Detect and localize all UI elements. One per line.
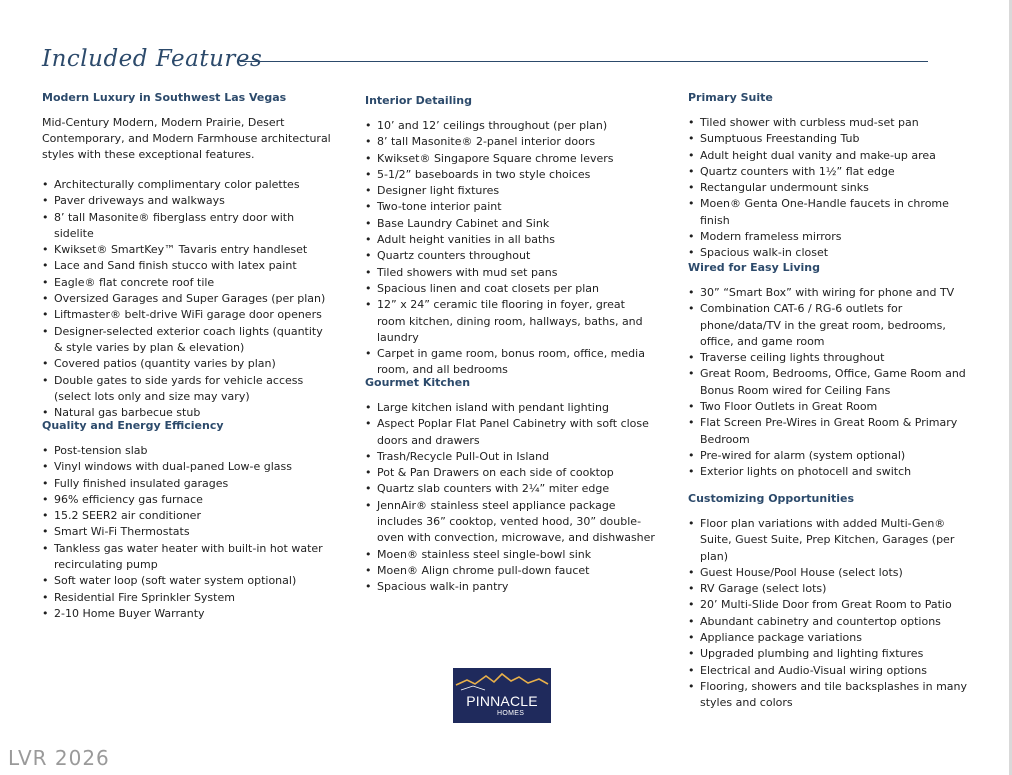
section-quality-energy [42,419,332,622]
page-title: Included Features [42,46,263,72]
feature-item: • Moen® Genta One-Handle faucets in chrome finish [688,196,978,229]
logo-name: PINNACLE [466,693,538,709]
section-heading: Interior Detailing [365,94,472,107]
feature-item: • 96% efficiency gas furnace [42,492,332,508]
section-heading: Customizing Opportunities [688,492,855,505]
section-wired-easy-living [688,261,978,481]
feature-item: • Kwikset® Singapore Square chrome levers [365,151,655,167]
feature-item: • Trash/Recycle Pull-Out in Island [365,449,655,465]
feature-item: • Liftmaster® belt-drive WiFi garage door openers [42,307,332,323]
feature-item: • 8’ tall Masonite® 2-panel interior doors [365,134,655,150]
pinnacle-homes-logo [453,668,551,723]
section-customizing [688,492,978,712]
feature-item: • Spacious walk-in pantry [365,579,655,595]
feature-item: • RV Garage (select lots) [688,581,978,597]
feature-item: • Soft water loop (soft water system optional) [42,573,332,589]
section-heading: Modern Luxury in Southwest Las Vegas [42,91,287,104]
feature-item: • Combination CAT-6 / RG-6 outlets for phone/data/TV in the great room, bedrooms, office, and game room [688,301,978,350]
feature-item: • Electrical and Audio-Visual wiring options [688,663,978,679]
feature-list [42,177,332,421]
feature-list [688,285,978,481]
feature-item: • Guest House/Pool House (select lots) [688,565,978,581]
feature-item: • Vinyl windows with dual-paned Low-e glass [42,459,332,475]
feature-item: • Covered patios (quantity varies by plan) [42,356,332,372]
section-gourmet-kitchen [365,376,655,596]
feature-item: • Lace and Sand finish stucco with latex paint [42,258,332,274]
feature-item: • Pre-wired for alarm (system optional) [688,448,978,464]
feature-item: • 30” “Smart Box” with wiring for phone and TV [688,285,978,301]
feature-item: • 12” x 24” ceramic tile flooring in foyer, great room kitchen, dining room, hallways, baths, and laundry [365,297,655,346]
feature-list [688,516,978,712]
feature-item: • Pot & Pan Drawers on each side of cooktop [365,465,655,481]
section-heading: Wired for Easy Living [688,261,820,274]
section-interior-detailing [365,94,655,379]
feature-item: • Tiled shower with curbless mud-set pan [688,115,978,131]
feature-item: • Two Floor Outlets in Great Room [688,399,978,415]
feature-item: • 20’ Multi-Slide Door from Great Room to Patio [688,597,978,613]
feature-item: • Designer light fixtures [365,183,655,199]
feature-item: • Eagle® flat concrete roof tile [42,275,332,291]
section-heading: Quality and Energy Efficiency [42,419,224,432]
feature-item: • Large kitchen island with pendant lighting [365,400,655,416]
feature-item: • Adult height dual vanity and make-up area [688,148,978,164]
feature-item: • Double gates to side yards for vehicle access (select lots only and size may vary) [42,373,332,406]
feature-item: • Two-tone interior paint [365,199,655,215]
feature-item: • Spacious walk-in closet [688,245,978,261]
feature-item: • Flooring, showers and tile backsplashes in many styles and colors [688,679,978,712]
feature-item: • Fully finished insulated garages [42,476,332,492]
feature-item: • Aspect Poplar Flat Panel Cabinetry with soft close doors and drawers [365,416,655,449]
feature-item: • Designer-selected exterior coach lights (quantity & style varies by plan & elevation) [42,324,332,357]
feature-item: • Flat Screen Pre-Wires in Great Room & Primary Bedroom [688,415,978,448]
feature-item: • Abundant cabinetry and countertop options [688,614,978,630]
feature-item: • 5-1/2” baseboards in two style choices [365,167,655,183]
feature-item: • Traverse ceiling lights throughout [688,350,978,366]
section-primary-suite [688,91,978,262]
feature-item: • Floor plan variations with added Multi-Gen® Suite, Guest Suite, Prep Kitchen, Garages (per plan) [688,516,978,565]
watermark: LVR 2026 [8,746,110,770]
feature-item: • Moen® stainless steel single-bowl sink [365,547,655,563]
feature-list [365,400,655,596]
title-divider [240,61,928,62]
feature-item: • 2-10 Home Buyer Warranty [42,606,332,622]
feature-item: • Great Room, Bedrooms, Office, Game Room and Bonus Room wired for Ceiling Fans [688,366,978,399]
feature-item: • Tankless gas water heater with built-in hot water recirculating pump [42,541,332,574]
feature-item: • Oversized Garages and Super Garages (per plan) [42,291,332,307]
feature-item: • Adult height vanities in all baths [365,232,655,248]
feature-item: • Natural gas barbecue stub [42,405,332,421]
feature-item: • Quartz slab counters with 2¼” miter edge [365,481,655,497]
feature-item: • JennAir® stainless steel appliance package includes 36” cooktop, vented hood, 30” double-oven with convection, microwave, and dishwasher [365,498,655,547]
feature-item: • Upgraded plumbing and lighting fixtures [688,646,978,662]
feature-item: • Residential Fire Sprinkler System [42,590,332,606]
feature-item: • Carpet in game room, bonus room, office, media room, and all bedrooms [365,346,655,379]
feature-item: • Appliance package variations [688,630,978,646]
feature-item: • Quartz counters throughout [365,248,655,264]
feature-list [365,118,655,379]
section-modern-luxury [42,91,332,421]
feature-item: • Spacious linen and coat closets per plan [365,281,655,297]
feature-item: • 10’ and 12’ ceilings throughout (per plan) [365,118,655,134]
feature-list [42,443,332,622]
section-heading: Primary Suite [688,91,773,104]
feature-item: • Post-tension slab [42,443,332,459]
feature-item: • Tiled showers with mud set pans [365,265,655,281]
feature-item: • Quartz counters with 1½” flat edge [688,164,978,180]
feature-item: • Architecturally complimentary color palettes [42,177,332,193]
feature-list [688,115,978,262]
feature-item: • Base Laundry Cabinet and Sink [365,216,655,232]
feature-item: • Smart Wi-Fi Thermostats [42,524,332,540]
feature-item: • Rectangular undermount sinks [688,180,978,196]
feature-item: • Paver driveways and walkways [42,193,332,209]
section-heading: Gourmet Kitchen [365,376,471,389]
feature-item: • 15.2 SEER2 air conditioner [42,508,332,524]
section-intro: Mid-Century Modern, Modern Prairie, Desert Contemporary, and Modern Farmhouse architectural styles with these exceptional features. [42,116,331,161]
feature-item: • Sumptuous Freestanding Tub [688,131,978,147]
feature-item: • Exterior lights on photocell and switch [688,464,978,480]
feature-item: • Modern frameless mirrors [688,229,978,245]
feature-item: • 8’ tall Masonite® fiberglass entry door with sidelite [42,210,332,243]
feature-item: • Kwikset® SmartKey™ Tavaris entry handleset [42,242,332,258]
feature-item: • Moen® Align chrome pull-down faucet [365,563,655,579]
logo-subtitle: HOMES [497,710,525,717]
